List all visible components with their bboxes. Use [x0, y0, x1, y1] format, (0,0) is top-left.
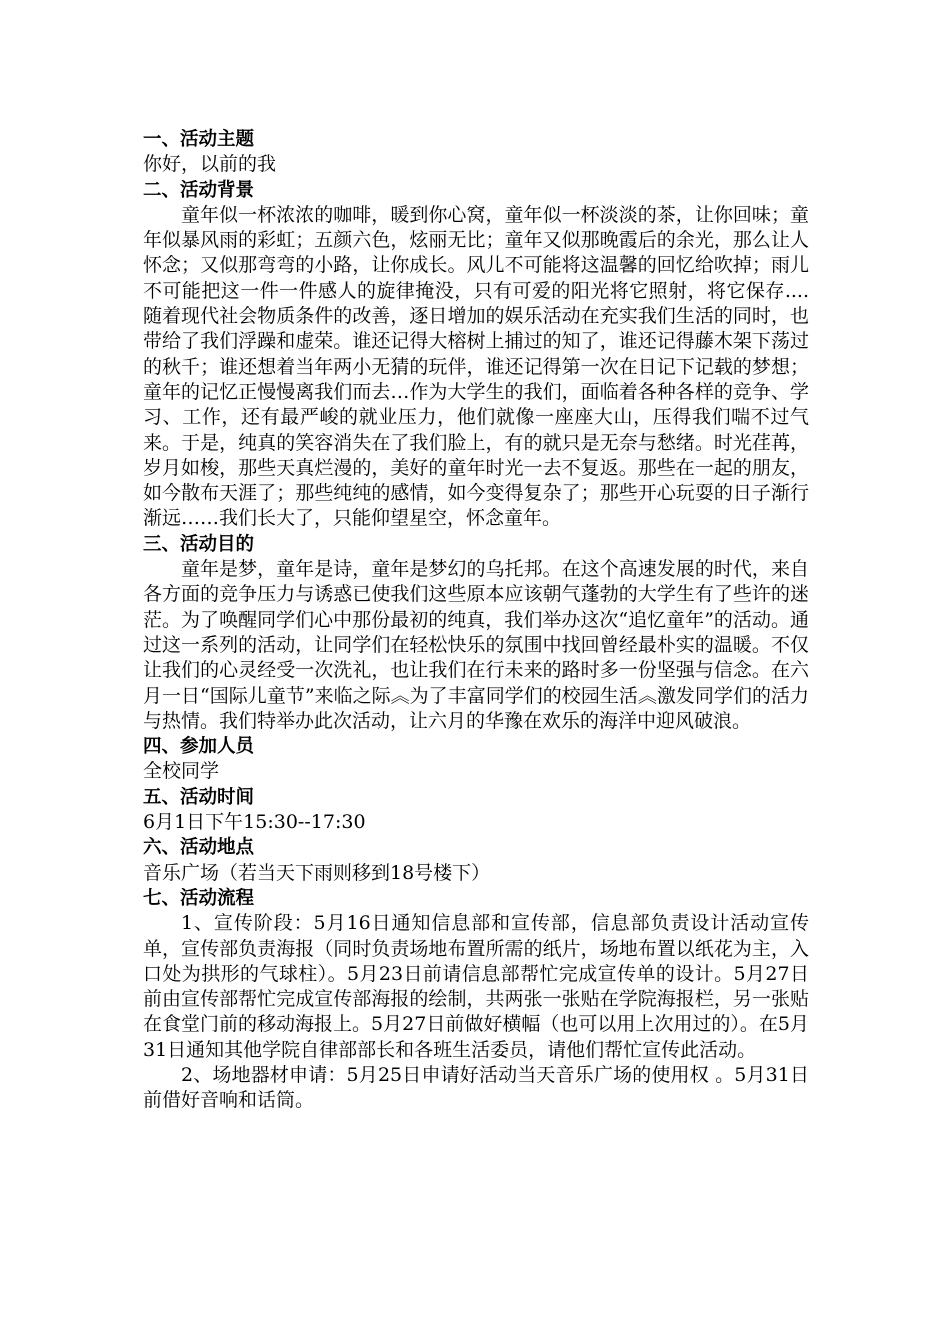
process-step-1: 1、宣传阶段：5月16日通知信息部和宣传部，信息部负责设计活动宣传单，宣传部负责海报（同时负责场地布置所需的纸片，场地布置以纸花为主，入口处为拱形的气球柱）。5月23日前请信息部帮忙完成宣传单的设计。5月27日前由宣传部帮忙完成宣传部海报的绘制，共两张一张贴在学院海报栏，另一张贴在食堂门前的移动海报上。5月27日前做好横幅（也可以用上次用过的）。在5月31日通知其他学院自律部部长和各班生活委员，请他们帮忙宣传此活动。 — [143, 912, 809, 1061]
background-paragraph: 童年似一杯浓浓的咖啡，暖到你心窝，童年似一杯淡淡的茶，让你回味；童年似暴风雨的彩虹；五颜六色，炫丽无比；童年又似那晚霞后的余光，那么让人怀念；又似那弯弯的小路，让你成长。风儿不可能将这温馨的回忆给吹掉；雨儿不可能把这一件一件感人的旋律掩没，只有可爱的阳光将它照射，将它保存.... 随着现代社会物质条件的改善，逐日增加的娱乐活动在充实我们生活的同时，也带给了我们浮躁和虚荣。谁还记得大榕树上捕过的知了，谁还记得藤木架下荡过的秋千；谁还想着当年两小无猜的玩伴，谁还记得第一次在日记下记载的梦想；童年的记忆正慢慢离我们而去…作为大学生的我们，面临着各种各样的竞争、学习、工作，还有最严峻的就业压力，他们就像一座座大山，压得我们喘不过气来。于是，纯真的笑容消失在了我们脸上，有的就只是无奈与愁绪。时光荏苒，岁月如梭，那些天真烂漫的，美好的童年时光一去不复返。那些在一起的朋友，如今散布天涯了；那些纯纯的感情，如今变得复杂了；那些开心玩耍的日子渐行渐远……我们长大了，只能仰望星空，怀念童年。 — [143, 203, 809, 530]
document-page — [143, 127, 809, 1114]
section-heading-purpose: 三、活动目的 — [143, 533, 255, 555]
time-text: 6月1日下午15:30--17:30 — [143, 811, 366, 834]
section-heading-background: 二、活动背景 — [143, 179, 255, 201]
section-heading-venue: 六、活动地点 — [143, 837, 255, 859]
section-heading-process: 七、活动流程 — [143, 887, 255, 909]
section-heading-theme: 一、活动主题 — [143, 129, 255, 150]
venue-text: 音乐广场（若当天下雨则移到18号楼下） — [143, 861, 491, 884]
section-heading-participants: 四、参加人员 — [143, 736, 255, 758]
purpose-paragraph: 童年是梦，童年是诗，童年是梦幻的乌托邦。在这个高速发展的时代，来自各方面的竞争压力与诱惑已使我们这些原本应该朝气蓬勃的大学生有了些许的迷茫。为了唤醒同学们心中那份最初的纯真，我们举办这次“追忆童年”的活动。通过这一系列的活动，让同学们在轻松快乐的氛围中找回曾经最朴实的温暖。不仅让我们的心灵经受一次洗礼，也让我们在行未来的路时多一份坚强与信念。在六月一日“国际儿童节”来临之际︽为了丰富同学们的校园生活︽激发同学们的活力与热情。我们特举办此次活动，让六月的华豫在欢乐的海洋中迎风破浪。 — [143, 558, 809, 732]
process-step-2: 2、场地器材申请：5月25日申请好活动当天音乐广场的使用权 。5月31日前借好音响和话筒。 — [143, 1063, 809, 1112]
theme-text: 你好，以前的我 — [143, 153, 277, 176]
section-heading-time: 五、活动时间 — [143, 786, 255, 808]
participants-text: 全校同学 — [143, 760, 220, 783]
